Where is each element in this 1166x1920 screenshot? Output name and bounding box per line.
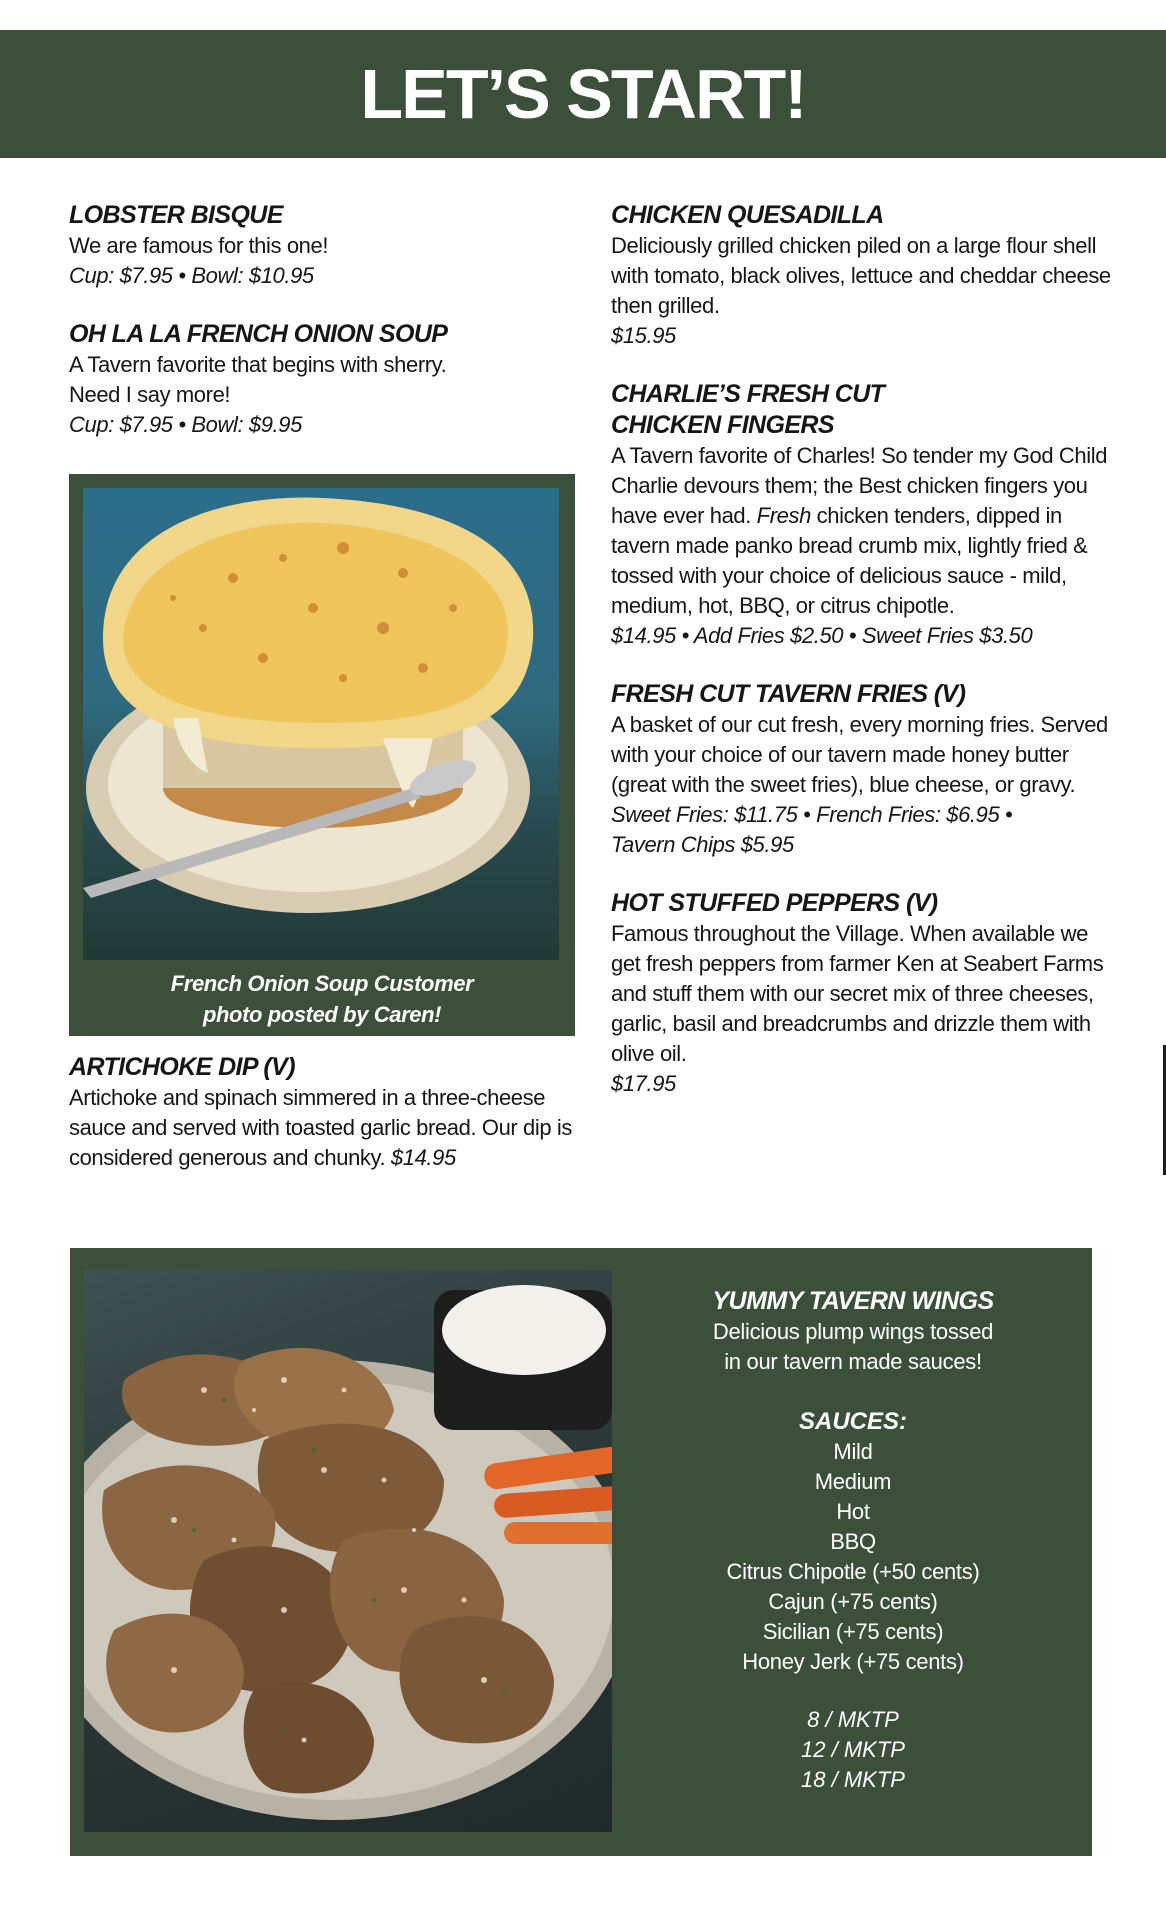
item-description: A Tavern favorite that begins with sherry.: [69, 352, 447, 377]
item-description: Need I say more!: [69, 382, 231, 407]
menu-item-tavern-fries: [611, 679, 1111, 860]
sauce-item: Cajun (+75 cents): [768, 1589, 938, 1614]
sauce-item: Mild: [833, 1439, 873, 1464]
sauce-item: Citrus Chipotle (+50 cents): [726, 1559, 980, 1584]
menu-item-chicken-fingers: [611, 379, 1111, 651]
page-title: LET’S START!: [360, 55, 806, 133]
menu-item-chicken-quesadilla: [611, 200, 1111, 351]
item-price: Tavern Chips $5.95: [611, 832, 794, 857]
item-description: We are famous for this one!: [69, 233, 329, 258]
item-price: $14.95: [390, 1145, 456, 1170]
menu-item-stuffed-peppers: [611, 888, 1111, 1099]
tavern-wings-photo: [84, 1270, 612, 1832]
description-text: chicken tenders, dipped in tavern made panko bread crumb mix, lightly fried & tossed with your choice of delicious sauce - mild, medium, hot, BBQ, or citrus chipotle.: [611, 503, 1088, 618]
item-name: CHICKEN FINGERS: [611, 411, 834, 439]
sauce-item: Sicilian (+75 cents): [762, 1619, 944, 1644]
item-description: [69, 1083, 589, 1173]
sauces-heading: SAUCES:: [798, 1408, 907, 1435]
menu-item-french-onion-soup: [69, 319, 589, 440]
description-text: Artichoke and spinach simmered in a three-cheese sauce and served with toasted garlic bread. Our dip is considered generous and chunky.: [69, 1085, 573, 1170]
wings-feature-box: [70, 1248, 1092, 1856]
item-description: in our tavern made sauces!: [724, 1349, 982, 1374]
item-name: LOBSTER BISQUE: [69, 201, 283, 229]
item-price: Cup: $7.95 • Bowl: $9.95: [69, 412, 302, 437]
description-emphasis: Fresh: [756, 503, 811, 528]
item-name: YUMMY TAVERN WINGS: [712, 1287, 994, 1315]
item-price: Sweet Fries: $11.75 • French Fries: $6.95 •: [611, 802, 1013, 827]
item-name: OH LA LA FRENCH ONION SOUP: [69, 320, 448, 348]
item-name: HOT STUFFED PEPPERS (V): [611, 889, 938, 917]
right-column: [611, 200, 1111, 1127]
size-price: 12 / MKTP: [801, 1737, 905, 1762]
left-column: [69, 200, 589, 468]
item-price: $15.95: [611, 323, 676, 348]
sauce-item: Honey Jerk (+75 cents): [742, 1649, 964, 1674]
item-description: Deliciously grilled chicken piled on a large flour shell with tomato, black olives, lettuce and cheddar cheese then grilled.: [611, 233, 1111, 318]
item-description: [611, 441, 1111, 621]
item-name: CHARLIE’S FRESH CUT: [611, 380, 885, 408]
sauce-item: Hot: [836, 1499, 870, 1524]
item-price: $17.95: [611, 1071, 676, 1096]
menu-item-artichoke-dip: [69, 1052, 589, 1173]
header-banner: [0, 30, 1166, 158]
french-onion-soup-photo: [83, 488, 559, 960]
item-description: Delicious plump wings tossed: [712, 1319, 994, 1344]
wings-description: [628, 1286, 1078, 1795]
caption-line: French Onion Soup Customer: [170, 971, 474, 996]
soup-photo-frame: [69, 474, 575, 1036]
menu-item-lobster-bisque: [69, 200, 589, 291]
item-price: Cup: $7.95 • Bowl: $10.95: [69, 263, 314, 288]
size-price: 18 / MKTP: [801, 1767, 905, 1792]
sauce-item: BBQ: [830, 1529, 876, 1554]
photo-caption: [69, 968, 575, 1030]
item-description: A basket of our cut fresh, every morning fries. Served with your choice of our tavern made honey butter (great with the sweet fries), blue cheese, or gravy.: [611, 712, 1108, 797]
wing-sizes: [628, 1705, 1078, 1795]
item-description: Famous throughout the Village. When available we get fresh peppers from farmer Ken at Seabert Farms and stuff them with our secret mix of three cheeses, garlic, basil and breadcrumbs and drizzle them with olive oil.: [611, 921, 1104, 1066]
item-name: CHICKEN QUESADILLA: [611, 201, 884, 229]
item-price: $14.95 • Add Fries $2.50 • Sweet Fries $3.50: [611, 623, 1033, 648]
description-text: A Tavern favorite of Charles! So tender my God Child Charlie devours them; the Best chicken fingers you have ever had.: [611, 443, 1108, 528]
item-name: FRESH CUT TAVERN FRIES (V): [611, 680, 966, 708]
item-name: ARTICHOKE DIP (V): [69, 1053, 295, 1081]
size-price: 8 / MKTP: [807, 1707, 899, 1732]
caption-line: photo posted by Caren!: [202, 1002, 442, 1027]
sauce-item: Medium: [814, 1469, 892, 1494]
